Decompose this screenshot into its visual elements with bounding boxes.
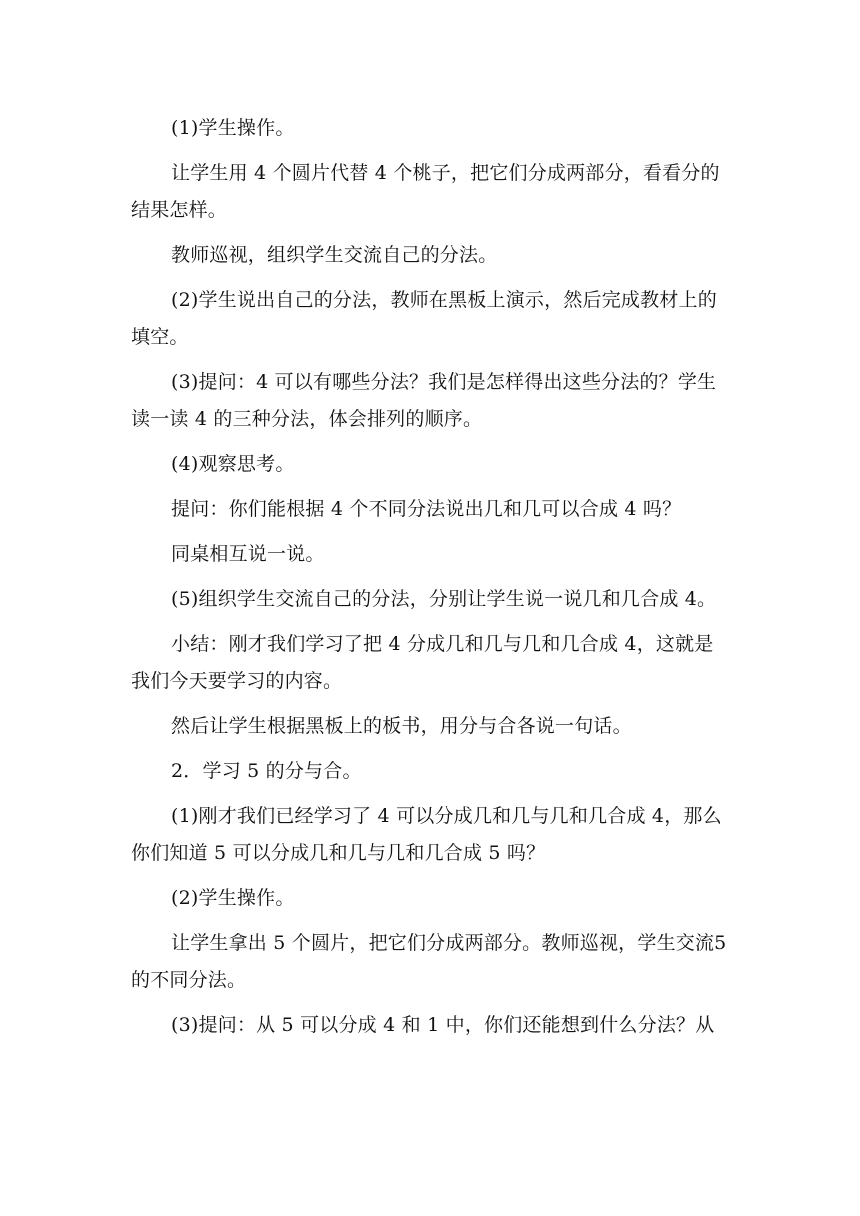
paragraph-12: 2．学习 5 的分与合。: [171, 760, 362, 782]
paragraph-15: 让学生拿出 5 个圆片，把它们分成两部分。教师巡视，学生交流5 的不同分法。: [131, 932, 727, 991]
paragraph-10: 小结：刚才我们学习了把 4 分成几和几与几和几合成 4，这就是我们今天要学习的内容。: [131, 633, 714, 692]
paragraph-4: (2)学生说出自己的分法，教师在黑板上演示，然后完成教材上的填空。: [131, 289, 717, 348]
paragraph-5: (3)提问：4 可以有哪些分法？我们是怎样得出这些分法的？学生读一读 4 的三种分法，体会排列的顺序。: [131, 371, 717, 430]
paragraph-2: 让学生用 4 个圆片代替 4 个桃子，把它们分成两部分，看看分的结果怎样。: [131, 162, 720, 221]
paragraph-7: 提问：你们能根据 4 个不同分法说出几和几可以合成 4 吗？: [171, 498, 682, 520]
paragraph-1: (1)学生操作。: [171, 117, 295, 139]
paragraph-8: 同桌相互说一说。: [171, 543, 325, 565]
paragraph-3: 教师巡视，组织学生交流自己的分法。: [171, 244, 498, 266]
paragraph-6: (4)观察思考。: [171, 453, 295, 475]
paragraph-16: (3)提问：从 5 可以分成 4 和 1 中，你们还能想到什么分法？从: [171, 1014, 715, 1036]
paragraph-13: (1)刚才我们已经学习了 4 可以分成几和几与几和几合成 4，那么你们知道 5 可以分成几和几与几和几合成 5 吗？: [131, 805, 722, 864]
paragraph-9: (5)组织学生交流自己的分法，分别让学生说一说几和几合成 4。: [171, 588, 717, 610]
document-body: [131, 110, 731, 1052]
paragraph-11: 然后让学生根据黑板上的板书，用分与合各说一句话。: [171, 715, 632, 737]
paragraph-14: (2)学生操作。: [171, 887, 295, 909]
